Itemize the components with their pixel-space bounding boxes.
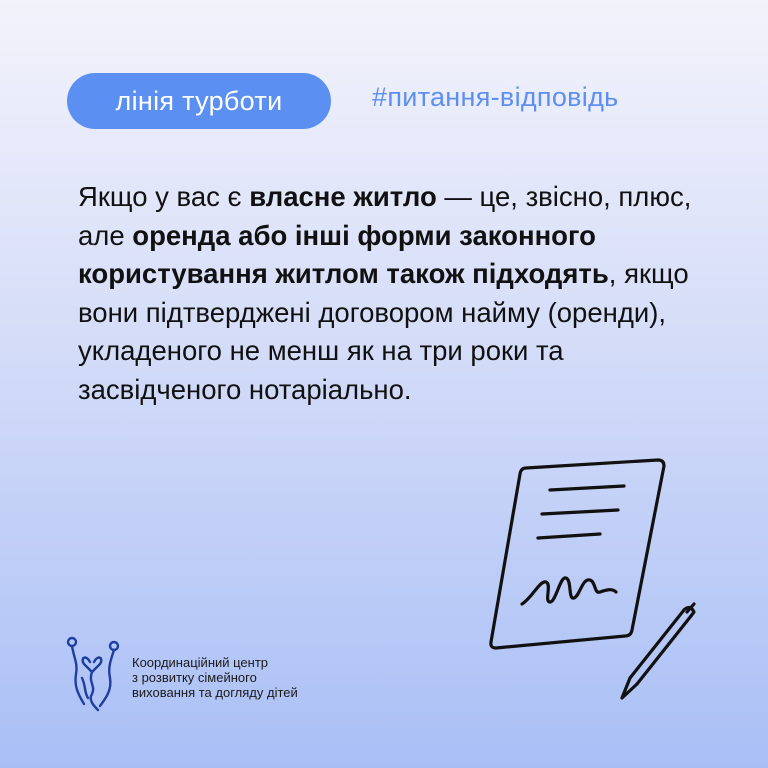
main-text [78,178,718,409]
text-segment: — це, звісно, плюс, але [78,181,692,251]
text-segment: Якщо у вас є [78,181,250,212]
hashtag: #питання-відповідь [372,82,619,112]
text-segment-bold: оренда або інші форми законного користування житлом також підходять [78,219,609,289]
tag-label: лінія турботи [115,85,283,116]
org-name-line: з розвитку сімейного [132,670,257,685]
org-name [132,655,298,700]
text-segment-bold: власне житло [249,181,437,212]
org-name-line: виховання та догляду дітей [132,685,298,700]
org-name-line: Координаційний центр [132,655,269,670]
org-logo [64,634,124,714]
text-segment: , якщо вони підтверджені договором найму (оренди), укладеного не менш як на три роки та засвідченого нотаріально. [78,258,689,405]
tag-pill [67,73,331,129]
signed-document-icon [488,452,708,712]
